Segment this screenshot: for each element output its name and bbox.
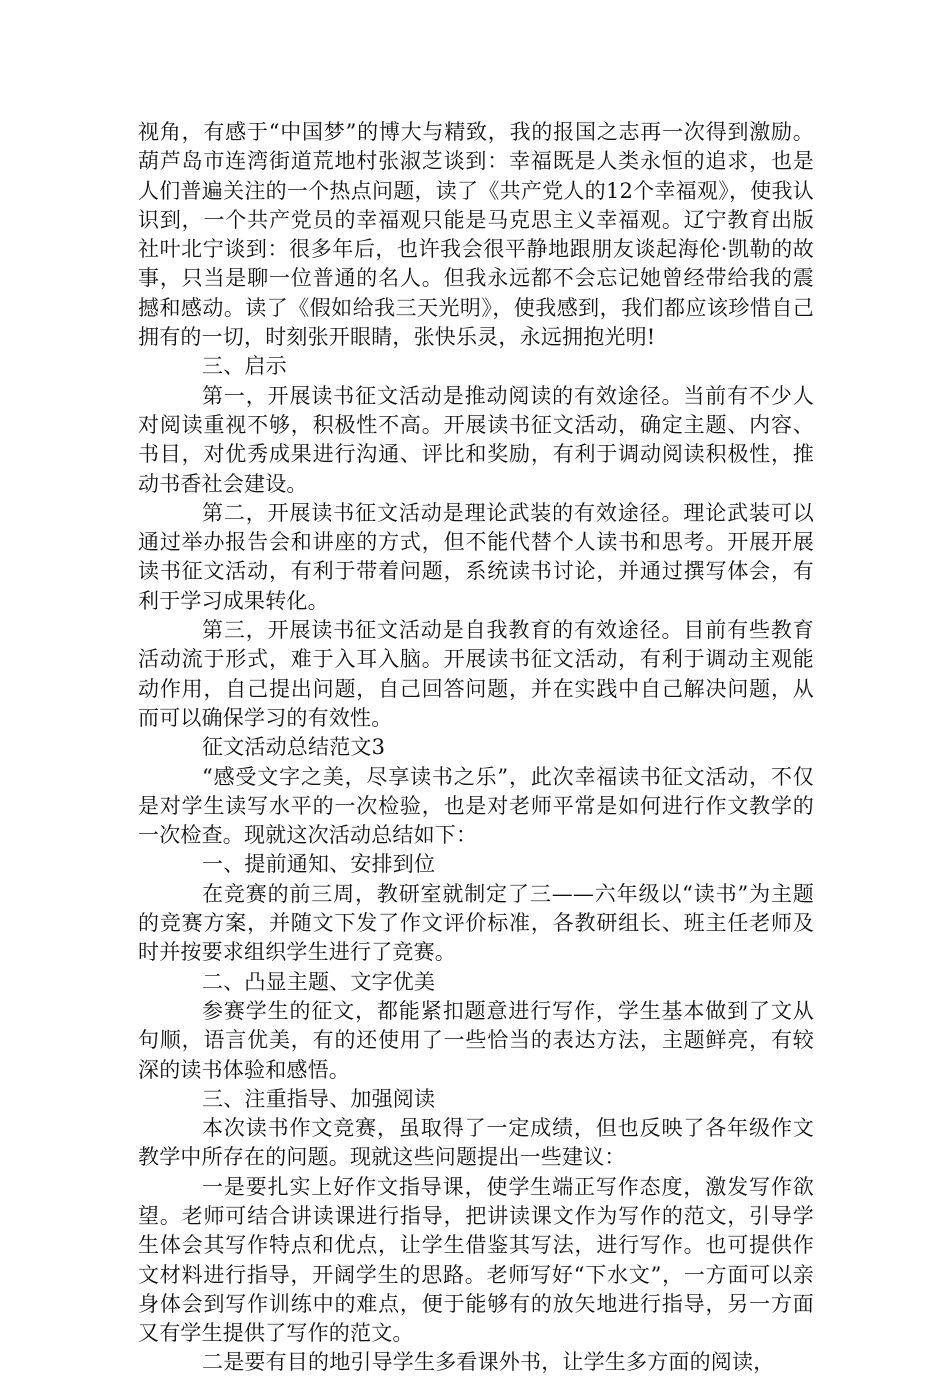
paragraph: 第二，开展读书征文活动是理论武装的有效途径。理论武装可以通过举办报告会和讲座的方式，但不能代替个人读书和思考。开展开展读书征文活动，有利于带着问题，系统读书讨论，并通过撰写体会，有利于学习成果转化。 [138, 500, 814, 613]
paragraph: 一是要扎实上好作文指导课，使学生端正写作态度，激发写作欲望。老师可结合讲读课进行指导，把讲读课文作为写作的范文，引导学生体会其写作特点和优点，让学生借鉴其写法，进行写作。也可提供作文材料进行指导，开阔学生的思路。老师写好“下水文”，一方面可以亲身体会到写作训练中的难点，便于能够有的放矢地进行指导，另一方面又有学生提供了写作的范文。 [138, 1174, 814, 1346]
section-heading: 二、凸显主题、文字优美 [202, 969, 436, 994]
paragraph: 参赛学生的征文，都能紧扣题意进行写作，学生基本做到了文从句顺，语言优美，有的还使用了一些恰当的表达方法，主题鲜亮，有较深的读书体验和感悟。 [138, 998, 814, 1082]
paragraph: “感受文字之美，尽享读书之乐”，此次幸福读书征文活动，不仅是对学生读写水平的一次检验，也是对老师平常是如何进行作文教学的一次检查。现就这次活动总结如下： [138, 764, 814, 848]
paragraph: 第一，开展读书征文活动是推动阅读的有效途径。当前有不少人对阅读重视不够，积极性不高。开展读书征文活动，确定主题、内容、书目，对优秀成果进行沟通、评比和奖励，有利于调动阅读积极性，推动书香社会建设。 [138, 383, 814, 496]
section-heading: 一、提前通知、安排到位 [202, 852, 436, 877]
paragraph: 在竞赛的前三周，教研室就制定了三——六年级以“读书”为主题的竞赛方案，并随文下发了作文评价标准，各教研组长、班主任老师及时并按要求组织学生进行了竞赛。 [138, 881, 814, 965]
document-body [138, 118, 814, 1378]
section-heading: 三、注重指导、加强阅读 [202, 1086, 436, 1111]
paragraph: 二是要有目的地引导学生多看课外书，让学生多方面的阅读， [202, 1350, 775, 1375]
section-heading: 征文活动总结范文3 [202, 735, 386, 760]
paragraph: 第三，开展读书征文活动是自我教育的有效途径。目前有些教育活动流于形式，难于入耳入脑。开展读书征文活动，有利于调动主观能动作用，自己提出问题，自己回答问题，并在实践中自己解决问题，从而可以确保学习的有效性。 [138, 618, 814, 730]
paragraph: 本次读书作文竞赛，虽取得了一定成绩，但也反映了各年级作文教学中所存在的问题。现就这些问题提出一些建议： [138, 1116, 814, 1170]
section-heading: 三、启示 [202, 354, 287, 379]
paragraph: 视角，有感于“中国梦”的博大与精致，我的报国之志再一次得到激励。葫芦岛市连湾街道荒地村张淑芝谈到：幸福既是人类永恒的追求，也是人们普遍关注的一个热点问题，读了《共产党人的12个幸福观》，使我认识到，一个共产党员的幸福观只能是马克思主义幸福观。辽宁教育出版社叶北宁谈到：很多年后，也许我会很平静地跟朋友谈起海伦·凯勒的故事，只当是聊一位普通的名人。但我永远都不会忘记她曾经带给我的震撼和感动。读了《假如给我三天光明》，使我感到，我们都应该珍惜自己拥有的一切，时刻张开眼睛，张快乐灵，永远拥抱光明! [138, 120, 814, 350]
